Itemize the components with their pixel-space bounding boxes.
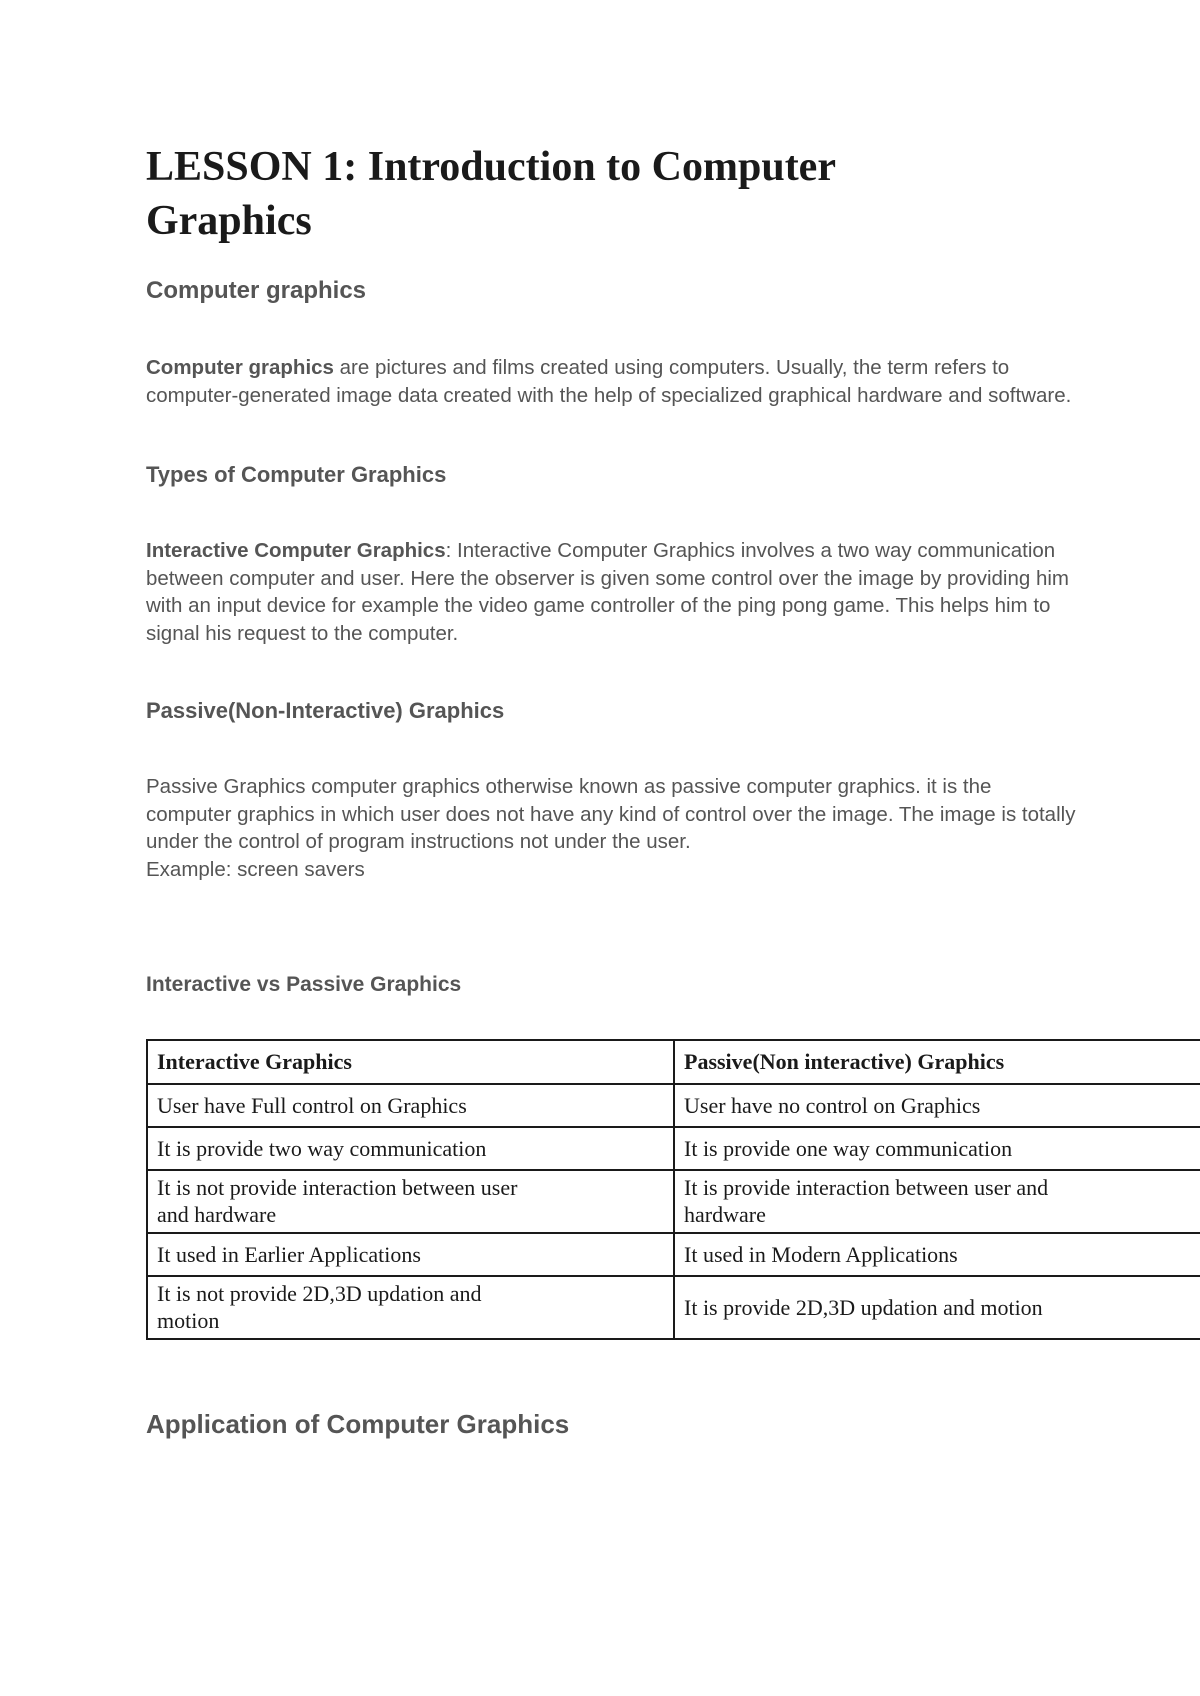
table-row bbox=[147, 1276, 1200, 1339]
lesson-title: LESSON 1: Introduction to Computer Graphics bbox=[146, 144, 836, 244]
table-cell-text: It is not provide 2D,3D updation and motion bbox=[157, 1281, 482, 1333]
table-row bbox=[147, 1127, 1200, 1170]
heading-interactive-vs-passive: Interactive vs Passive Graphics bbox=[146, 973, 462, 996]
text-passive-body: Passive Graphics computer graphics otherwise known as passive computer graphics. it is the computer graphics in which user does not have any kind of control over the image. The image is totally under the control of program instructions not under the user. bbox=[146, 775, 1076, 853]
heading-application-of-computer-graphics: Application of Computer Graphics bbox=[146, 1409, 570, 1439]
table-cell: It is provide one way communication bbox=[674, 1127, 1200, 1170]
document-page bbox=[146, 140, 1200, 1440]
table-cell: It used in Earlier Applications bbox=[147, 1233, 674, 1276]
table-cell: It is provide 2D,3D updation and motion bbox=[674, 1276, 1200, 1339]
table-header-row bbox=[147, 1040, 1200, 1084]
table-header-cell: Passive(Non interactive) Graphics bbox=[674, 1040, 1200, 1084]
table-cell bbox=[147, 1276, 674, 1339]
table-row bbox=[147, 1170, 1200, 1233]
table-cell: User have no control on Graphics bbox=[674, 1084, 1200, 1127]
term-computer-graphics: Computer graphics bbox=[146, 356, 334, 379]
table-cell-text: It is not provide interaction between user and hardware bbox=[157, 1175, 518, 1227]
paragraph-computer-graphics bbox=[146, 354, 1076, 409]
heading-computer-graphics: Computer graphics bbox=[146, 277, 367, 304]
table-row bbox=[147, 1084, 1200, 1127]
table-cell bbox=[147, 1170, 674, 1233]
heading-passive-graphics: Passive(Non-Interactive) Graphics bbox=[146, 698, 505, 723]
term-interactive-computer-graphics: Interactive Computer Graphics bbox=[146, 539, 446, 562]
text-computer-graphics-body: are pictures and films created using computers. Usually, the term refers to computer-generated image data created with the help of specialized graphical hardware and software. bbox=[146, 356, 1072, 407]
table-cell-text: It is provide interaction between user and hardware bbox=[684, 1175, 1049, 1227]
text-interactive-body: : Interactive Computer Graphics involves a two way communication between computer and user. Here the observer is given some control over the image by providing him with an input device for example the video game controller of the ping pong game. This helps him to signal his request to the computer. bbox=[146, 539, 1069, 645]
text-passive-example: Example: screen savers bbox=[146, 857, 365, 881]
paragraph-interactive-graphics bbox=[146, 537, 1076, 647]
paragraph-passive-graphics bbox=[146, 773, 1076, 883]
table-header-cell: Interactive Graphics bbox=[147, 1040, 674, 1084]
heading-types-of-computer-graphics: Types of Computer Graphics bbox=[146, 462, 447, 487]
comparison-table bbox=[146, 1039, 1200, 1340]
table-cell: It used in Modern Applications bbox=[674, 1233, 1200, 1276]
table-row bbox=[147, 1233, 1200, 1276]
table-cell: User have Full control on Graphics bbox=[147, 1084, 674, 1127]
table-cell: It is provide two way communication bbox=[147, 1127, 674, 1170]
table-cell bbox=[674, 1170, 1200, 1233]
